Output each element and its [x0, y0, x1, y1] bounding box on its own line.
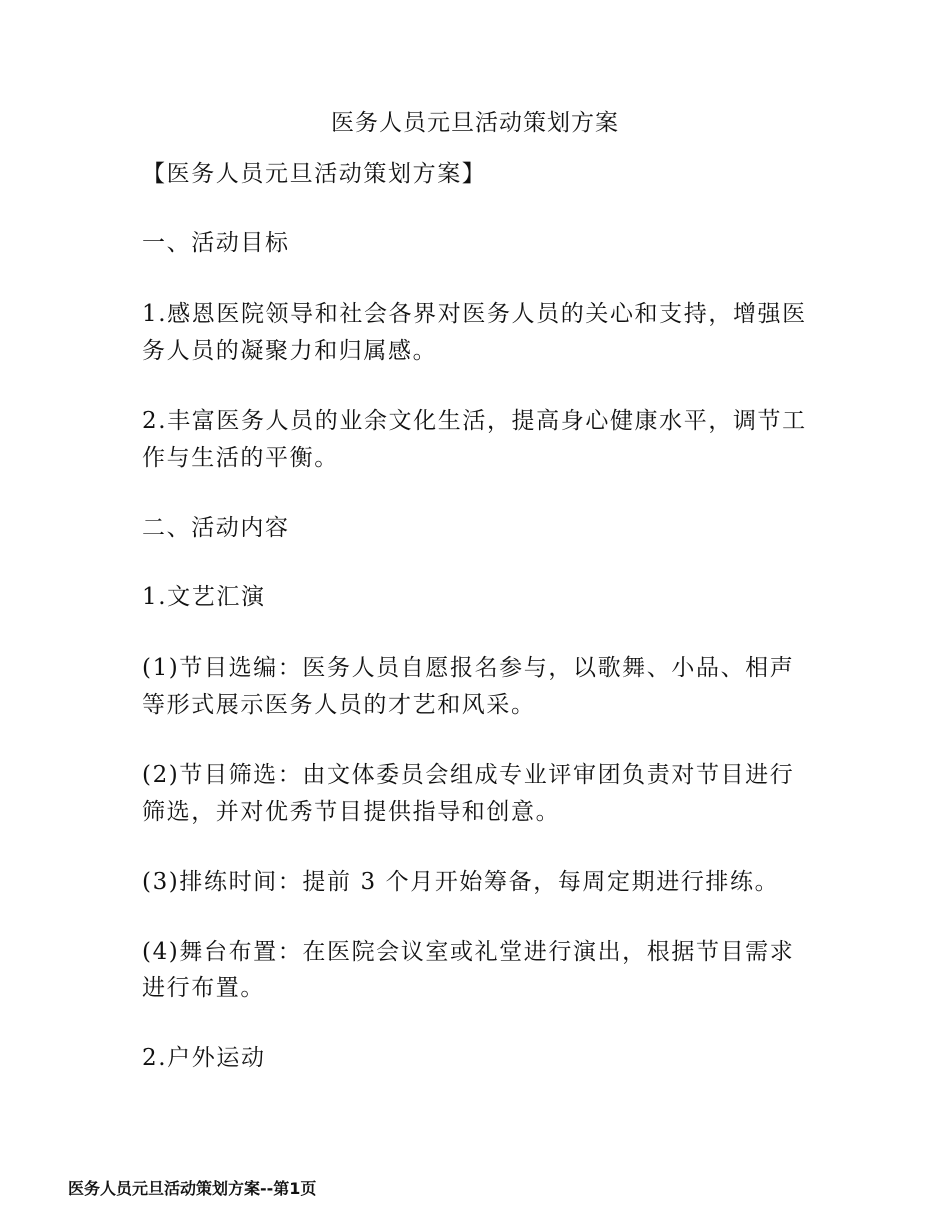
item-1-4-line-2: 进行布置。: [142, 975, 265, 1001]
item-2-heading: 2.户外运动: [142, 1045, 266, 1071]
page-title: 医务人员元旦活动策划方案: [331, 110, 619, 136]
page-footer: 医务人员元旦活动策划方案--第1页: [68, 1179, 317, 1198]
section-heading-content: 二、活动内容: [142, 515, 290, 541]
section-heading-goals: 一、活动目标: [142, 230, 290, 256]
item-1-heading: 1.文艺汇演: [142, 584, 266, 610]
item-1-1-line-1: (1)节目选编：医务人员自愿报名参与，以歌舞、小品、相声: [142, 655, 795, 681]
item-1-4-line-1: (4)舞台布置：在医院会议室或礼堂进行演出，根据节目需求: [142, 939, 795, 965]
item-1-1-line-2: 等形式展示医务人员的才艺和风采。: [142, 692, 536, 718]
goal-2-line-1: 2.丰富医务人员的业余文化生活，提高身心健康水平，调节工: [142, 408, 807, 434]
item-1-2-line-1: (2)节目筛选：由文体委员会组成专业评审团负责对节目进行: [142, 762, 795, 788]
goal-2-line-2: 作与生活的平衡。: [142, 445, 339, 471]
goal-1-line-2: 务人员的凝聚力和归属感。: [142, 338, 438, 364]
item-1-3-line-1: (3)排练时间：提前 3 个月开始筹备，每周定期进行排练。: [142, 869, 780, 895]
document-subtitle: 【医务人员元旦活动策划方案】: [142, 161, 487, 187]
item-1-2-line-2: 筛选，并对优秀节目提供指导和创意。: [142, 799, 561, 825]
goal-1-line-1: 1.感恩医院领导和社会各界对医务人员的关心和支持，增强医: [142, 301, 807, 327]
